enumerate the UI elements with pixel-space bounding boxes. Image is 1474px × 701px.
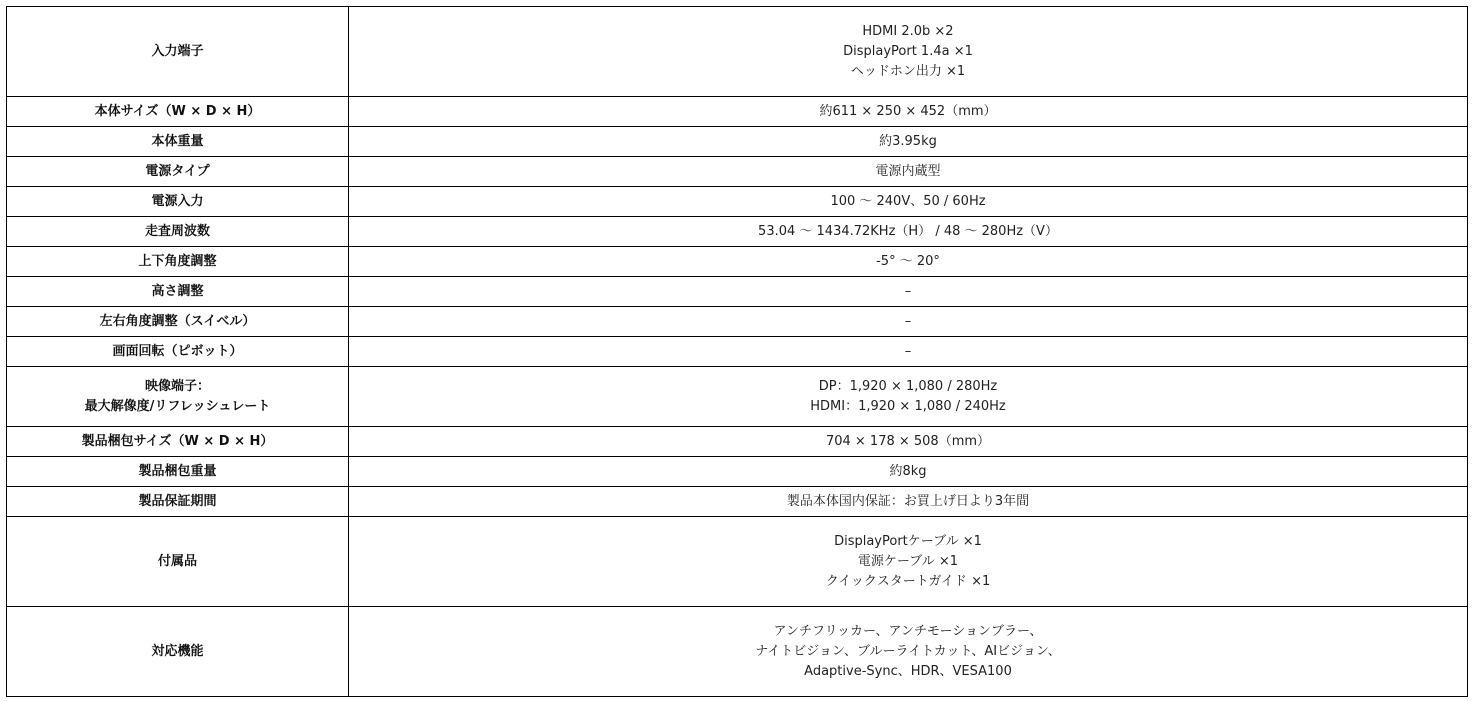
value-line: Adaptive-Sync、HDR、VESA100	[804, 663, 1012, 679]
row-value	[349, 127, 1468, 157]
row-value	[349, 487, 1468, 517]
label-line: 左右角度調整（スイベル）	[99, 313, 256, 329]
row-value	[349, 367, 1468, 427]
table-row	[7, 187, 1468, 217]
row-label	[7, 277, 349, 307]
value-line: HDMI 2.0b ×2	[862, 23, 954, 39]
value-line: –	[904, 343, 912, 359]
value-line: 53.04 ～ 1434.72KHz（H） / 48 ～ 280Hz（V）	[758, 223, 1058, 239]
row-value	[349, 187, 1468, 217]
row-label	[7, 367, 349, 427]
table-row	[7, 427, 1468, 457]
row-label	[7, 97, 349, 127]
value-line: DisplayPort 1.4a ×1	[843, 43, 973, 59]
row-value	[349, 97, 1468, 127]
row-label	[7, 217, 349, 247]
value-line: クイックスタートガイド ×1	[825, 573, 991, 589]
label-line: 入力端子	[151, 43, 204, 59]
row-label	[7, 427, 349, 457]
label-line: 製品梱包サイズ（W × D × H）	[81, 433, 274, 449]
value-line: 100 ～ 240V、50 / 60Hz	[830, 193, 986, 209]
table-row	[7, 517, 1468, 607]
value-line: 約8kg	[889, 463, 927, 479]
value-line: DP：1,920 × 1,080 / 280Hz	[818, 378, 998, 394]
row-label	[7, 457, 349, 487]
row-label	[7, 607, 349, 697]
value-line: 約3.95kg	[879, 133, 937, 149]
row-label	[7, 187, 349, 217]
label-line: 高さ調整	[151, 283, 204, 299]
value-line: DisplayPortケーブル ×1	[834, 533, 982, 549]
label-line: 映像端子：	[144, 378, 210, 394]
value-line: 電源内蔵型	[875, 163, 941, 179]
label-line: 対応機能	[151, 643, 204, 659]
table-row	[7, 337, 1468, 367]
table-row	[7, 277, 1468, 307]
label-line: 電源タイプ	[145, 163, 210, 179]
row-value	[349, 247, 1468, 277]
value-line: -5° ～ 20°	[876, 253, 940, 269]
label-line: 製品保証期間	[138, 493, 217, 509]
value-line: –	[904, 283, 912, 299]
value-line: 製品本体国内保証：お買上げ日より3年間	[786, 493, 1030, 509]
row-value	[349, 607, 1468, 697]
table-row	[7, 97, 1468, 127]
spec-table	[6, 6, 1468, 697]
label-line: 本体サイズ（W × D × H）	[94, 103, 261, 119]
row-label	[7, 487, 349, 517]
label-line: 電源入力	[151, 193, 204, 209]
label-line: 上下角度調整	[138, 253, 217, 269]
value-line: 約611 × 250 × 452（mm）	[819, 103, 997, 119]
row-label	[7, 307, 349, 337]
row-value	[349, 517, 1468, 607]
table-row	[7, 367, 1468, 427]
row-value	[349, 277, 1468, 307]
value-line: アンチフリッカー、アンチモーションブラー、	[773, 623, 1043, 639]
label-line: 製品梱包重量	[138, 463, 217, 479]
label-line: 画面回転（ピボット）	[112, 343, 243, 359]
row-label	[7, 157, 349, 187]
table-row	[7, 217, 1468, 247]
value-line: –	[904, 313, 912, 329]
value-line: 704 × 178 × 508（mm）	[825, 433, 991, 449]
label-line: 最大解像度/リフレッシュレート	[84, 398, 271, 414]
table-row	[7, 307, 1468, 337]
table-row	[7, 607, 1468, 697]
row-label	[7, 517, 349, 607]
table-row	[7, 157, 1468, 187]
table-row	[7, 247, 1468, 277]
row-value	[349, 307, 1468, 337]
value-line: ヘッドホン出力 ×1	[850, 63, 966, 79]
table-row	[7, 457, 1468, 487]
label-line: 本体重量	[151, 133, 204, 149]
row-label	[7, 247, 349, 277]
row-value	[349, 457, 1468, 487]
row-label	[7, 127, 349, 157]
row-label	[7, 337, 349, 367]
row-value	[349, 217, 1468, 247]
table-row	[7, 127, 1468, 157]
value-line: ナイトビジョン、ブルーライトカット、AIビジョン、	[755, 643, 1061, 659]
table-row	[7, 7, 1468, 97]
label-line: 走査周波数	[144, 223, 210, 239]
row-value	[349, 7, 1468, 97]
value-line: HDMI：1,920 × 1,080 / 240Hz	[810, 398, 1006, 414]
table-row	[7, 487, 1468, 517]
label-line: 付属品	[157, 553, 197, 569]
row-value	[349, 427, 1468, 457]
row-label	[7, 7, 349, 97]
row-value	[349, 337, 1468, 367]
row-value	[349, 157, 1468, 187]
value-line: 電源ケーブル ×1	[857, 553, 959, 569]
